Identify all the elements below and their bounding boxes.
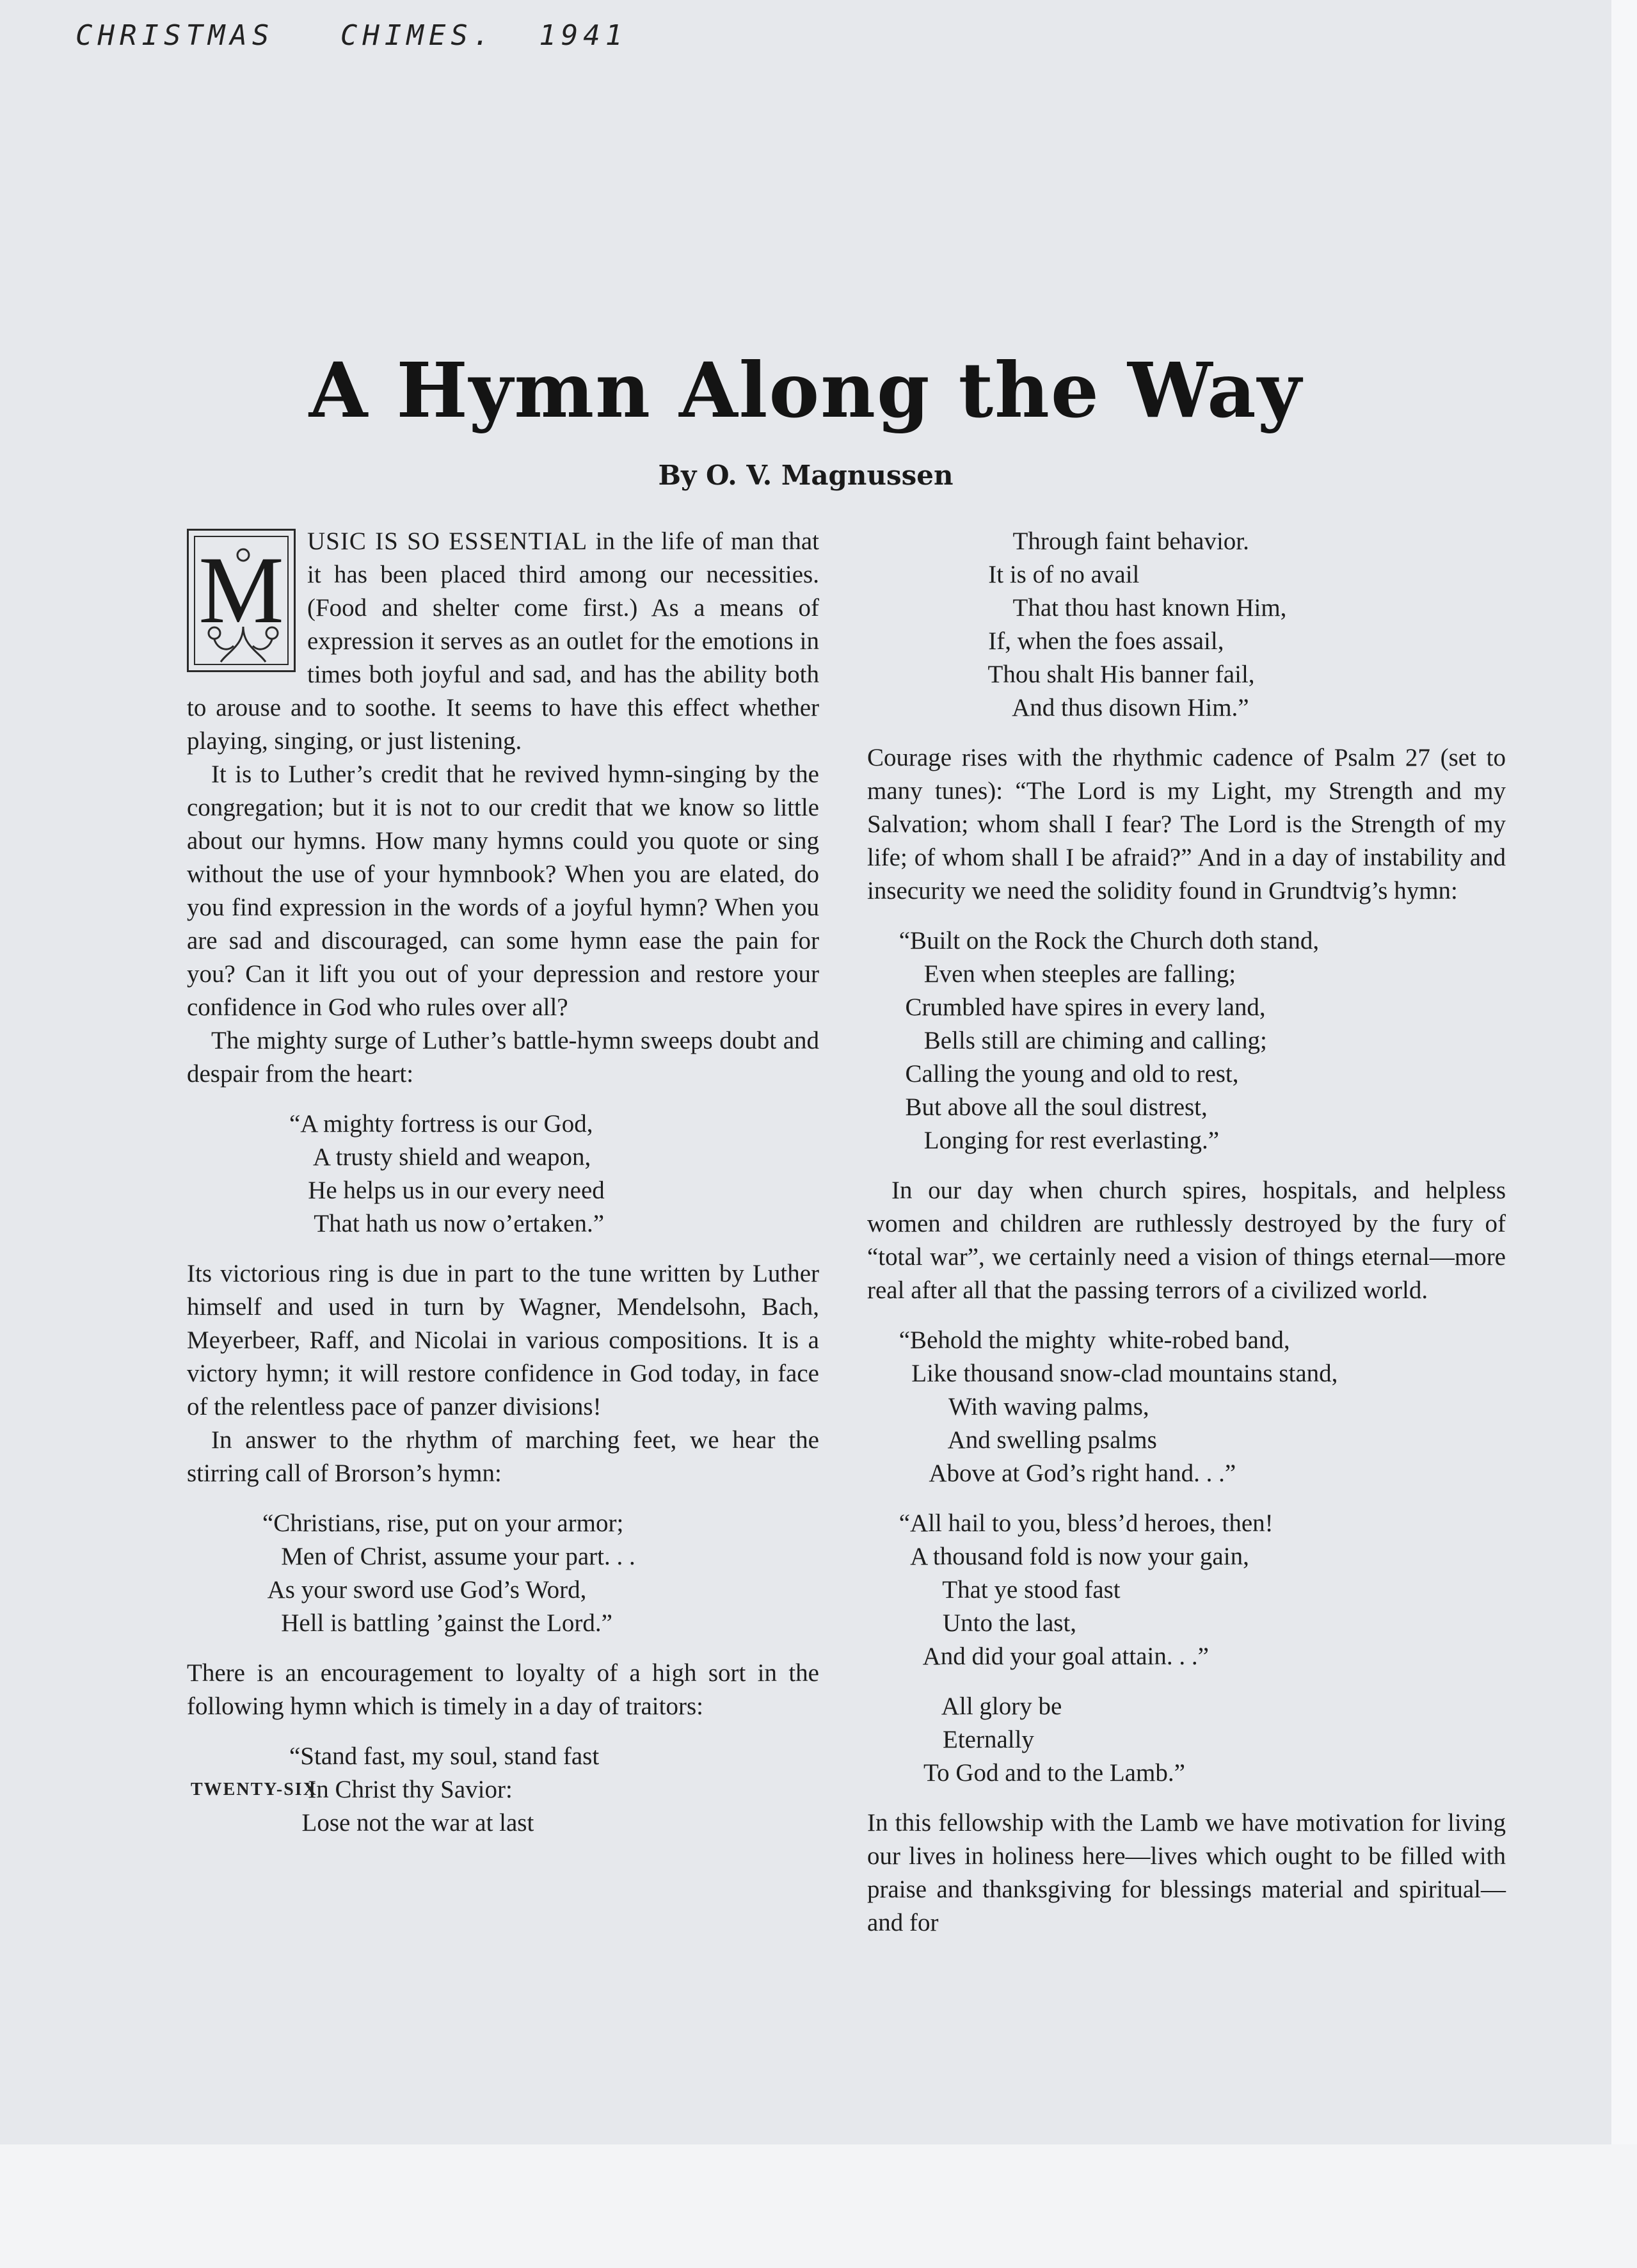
verse-line: It is of no avail [970, 561, 1140, 588]
verse-line: To God and to the Lamb.” [893, 1759, 1185, 1787]
verse-line: He helps us in our every need [289, 1177, 605, 1204]
verse-line: “Behold the mighty white-robed band, [893, 1326, 1290, 1354]
verse-christians-rise [187, 1507, 819, 1640]
paper-edge [1611, 0, 1637, 2144]
scan-bottom-margin [0, 2144, 1637, 2268]
drop-cap [187, 529, 296, 672]
page-number: TWENTY-SIX [191, 1780, 317, 1799]
verse-line: Eternally [893, 1726, 1034, 1753]
article-title: A Hymn Along the Way [308, 346, 1303, 435]
verse-line: Above at God’s right hand. . .” [893, 1460, 1236, 1487]
verse-line: Calling the young and old to rest, [893, 1060, 1239, 1088]
intro-text: in the life of man that it has been placed third among our necessities. (Food and shelter come first.) As a means of expression it serves as an outlet for the emotions in times both joyful and sad, and has the ability both to arouse and to soothe. It seems to have this effect whether playing, singing, or just listening. [187, 527, 819, 755]
drop-cap-letter: M [198, 537, 284, 643]
verse-line: “Christians, rise, put on your armor; [262, 1509, 624, 1537]
verse-line: That hath us now o’ertaken.” [289, 1210, 605, 1237]
verse-line: “A mighty fortress is our God, [289, 1110, 593, 1138]
verse-line: Bells still are chiming and calling; [893, 1027, 1267, 1054]
verse-built-on-rock [867, 924, 1506, 1157]
intro-paragraph [187, 525, 819, 758]
verse-line: A thousand fold is now your gain, [893, 1543, 1249, 1570]
paragraph-psalm-27: Courage rises with the rhythmic cadence of Psalm 27 (set to many tunes): “The Lord is my Light, my Strength and my Salvation; whom shall I fear? The Lord is the Strength of my life; of whom shall I be afraid?” And in a day of instability and insecurity we need the solidity found in Grundtvig’s hymn: [867, 744, 1506, 905]
intro-lead-words: USIC IS SO ESSENTIAL [307, 527, 588, 555]
paragraph-battle-hymn: The mighty surge of Luther’s battle-hymn sweeps doubt and despair from the heart: [187, 1027, 819, 1088]
paragraph-total-war: In our day when church spires, hospitals, and helpless women and children are ruthlessly destroyed by the fury of “total war”, we certainly need a vision of things eternal—more real after all that the passing terrors of a civilized world. [867, 1177, 1506, 1304]
verse-line: Even when steeples are falling; [893, 960, 1236, 988]
verse-mighty-fortress [187, 1107, 819, 1241]
verse-line: In Christ thy Savior: [289, 1776, 513, 1803]
verse-line: With waving palms, [893, 1393, 1149, 1420]
verse-line: As your sword use God’s Word, [262, 1576, 587, 1604]
verse-line: All glory be [893, 1693, 1062, 1720]
verse-line: A trusty shield and weapon, [289, 1143, 591, 1171]
verse-line: Hell is battling ’gainst the Lord.” [262, 1609, 612, 1637]
verse-line: “Built on the Rock the Church doth stand, [893, 927, 1320, 954]
verse-line: Like thousand snow-clad mountains stand, [893, 1360, 1338, 1387]
verse-line: “All hail to you, bless’d heroes, then! [893, 1509, 1274, 1537]
paragraph-luther-credit: It is to Luther’s credit that he revived hymn-singing by the congregation; but it is not to our credit that we know so little about our hymns. How many hymns could you quote or sing without the use of your hymnbook? When you are elated, do you find expression in the words of a joyful hymn? When you are sad and discouraged, can some hymn ease the pain for you? Can it lift you out of your depression and restore your confidence in God who rules over all? [187, 760, 819, 1021]
article-byline: By O. V. Magnussen [658, 460, 954, 491]
verse-line: But above all the soul distrest, [893, 1093, 1208, 1121]
handwritten-note: CHRISTMAS CHIMES. 1941 [76, 19, 628, 52]
verse-line: That thou hast known Him, [970, 594, 1287, 622]
verse-line: Men of Christ, assume your part. . . [262, 1543, 635, 1570]
verse-line: And did your goal attain. . .” [893, 1643, 1209, 1670]
verse-white-robed-band [867, 1324, 1506, 1490]
verse-all-glory [867, 1690, 1506, 1790]
verse-line: And swelling psalms [893, 1426, 1157, 1454]
verse-line: And thus disown Him.” [970, 694, 1249, 721]
left-column [187, 525, 819, 1856]
verse-line: Unto the last, [893, 1609, 1077, 1637]
paragraph-loyalty: There is an encouragement to loyalty of a high sort in the following hymn which is timely in a day of traitors: [187, 1659, 819, 1720]
verse-line: Longing for rest everlasting.” [893, 1127, 1220, 1154]
verse-line: Crumbled have spires in every land, [893, 993, 1266, 1021]
paragraph-fellowship: In this fellowship with the Lamb we have motivation for living our lives in holiness here—lives which ought to be filled with praise and thanksgiving for blessings material and spiritual—and for [867, 1809, 1506, 1936]
verse-line: If, when the foes assail, [970, 627, 1224, 655]
right-column [867, 525, 1506, 1940]
verse-line: Lose not the war at last [289, 1809, 534, 1837]
verse-line: Through faint behavior. [970, 527, 1249, 555]
verse-line: Thou shalt His banner fail, [970, 661, 1255, 688]
verse-line: “Stand fast, my soul, stand fast [289, 1742, 600, 1770]
verse-stand-fast-continued [867, 525, 1506, 725]
verse-line: That ye stood fast [893, 1576, 1121, 1604]
paragraph-victorious-ring: Its victorious ring is due in part to the tune written by Luther himself and used in turn by Wagner, Mendelsohn, Bach, Meyerbeer, Raff, and Nicolai in various compositions. It is a victory hymn; it will restore confidence in God today, in face of the relentless pace of panzer divisions! [187, 1260, 819, 1420]
verse-all-hail [867, 1507, 1506, 1673]
paragraph-marching-feet: In answer to the rhythm of marching feet, we hear the stirring call of Brorson’s hymn: [187, 1426, 819, 1487]
